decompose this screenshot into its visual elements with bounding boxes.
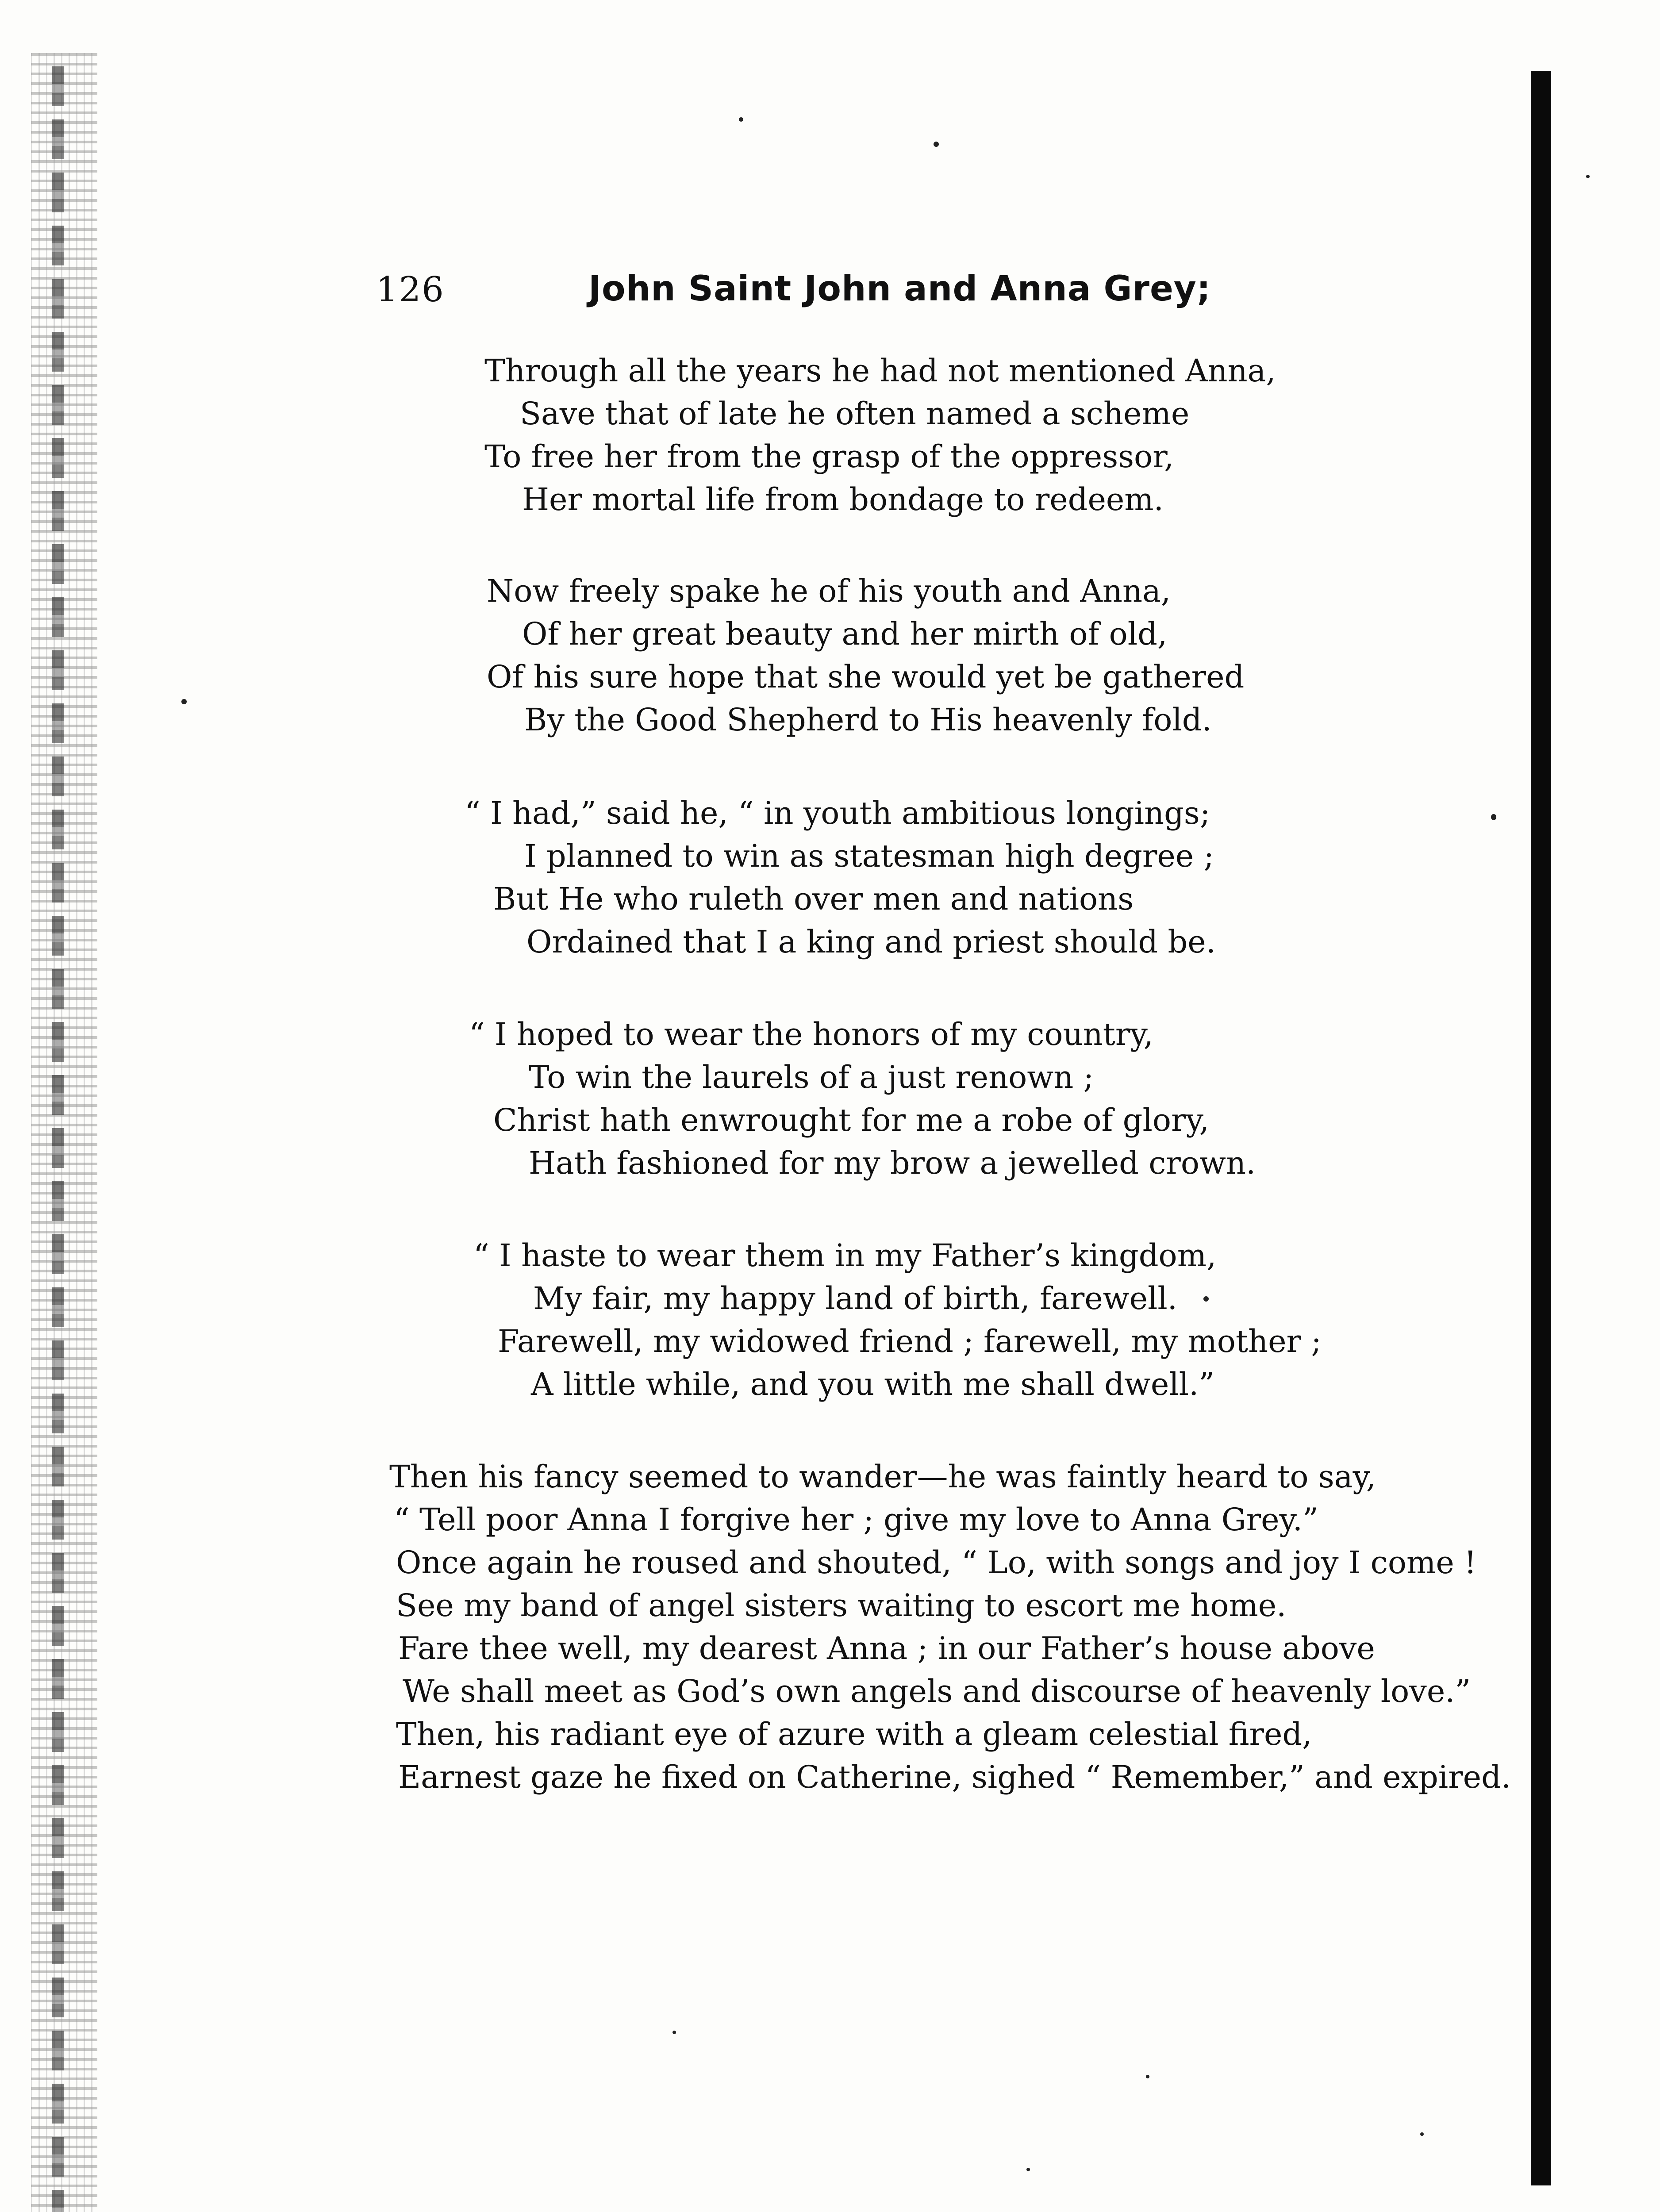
scan-speck <box>1203 1296 1209 1302</box>
scan-speck <box>1491 814 1496 820</box>
poem-line: Hath fashioned for my brow a jewelled crown. <box>529 1145 1256 1181</box>
poem-line: To win the laurels of a just renown ; <box>529 1059 1094 1095</box>
scan-speck <box>1420 2132 1424 2136</box>
poem-line: Once again he roused and shouted, “ Lo, with songs and joy I come ! <box>396 1544 1477 1581</box>
page-header <box>0 265 1660 327</box>
poem-line: Through all the years he had not mentioned Anna, <box>484 353 1276 389</box>
poem-line: “ Tell poor Anna I forgive her ; give my love to Anna Grey.” <box>394 1502 1318 1538</box>
running-title: John Saint John and Anna Grey; <box>588 269 1211 309</box>
poem-line: Fare thee well, my dearest Anna ; in our Father’s house above <box>398 1630 1375 1667</box>
poem-line: A little while, and you with me shall dwell.” <box>531 1366 1215 1402</box>
poem-line: Of her great beauty and her mirth of old, <box>522 616 1168 652</box>
poem-line: “ I hoped to wear the honors of my country, <box>469 1016 1153 1052</box>
poem-line: Farewell, my widowed friend ; farewell, my mother ; <box>498 1323 1322 1359</box>
poem-line: Ordained that I a king and priest should be. <box>526 924 1216 960</box>
scan-speck <box>739 117 743 122</box>
poem-line: Then his fancy seemed to wander—he was faintly heard to say, <box>389 1459 1376 1495</box>
scan-speck <box>181 699 187 704</box>
page-number: 126 <box>376 270 445 310</box>
poem-line: Now freely spake he of his youth and Anna, <box>487 573 1171 609</box>
scan-speck <box>1586 175 1590 178</box>
binding-edge-stitching <box>52 66 64 2212</box>
poem-line: We shall meet as God’s own angels and discourse of heavenly love.” <box>403 1673 1471 1709</box>
poem-line: Christ hath enwrought for me a robe of glory, <box>493 1102 1209 1138</box>
scan-speck <box>934 142 939 147</box>
poem-line: Her mortal life from bondage to redeem. <box>522 481 1164 518</box>
poem-line: Save that of late he often named a scheme <box>520 396 1190 432</box>
binding-edge-scan-noise <box>31 53 97 2212</box>
poem-line: “ I had,” said he, “ in youth ambitious longings; <box>465 795 1210 831</box>
page-edge-shadow <box>1531 71 1551 2185</box>
poem-line: But He who ruleth over men and nations <box>493 881 1134 917</box>
scan-speck <box>672 2031 676 2034</box>
poem-line: By the Good Shepherd to His heavenly fold. <box>524 702 1212 738</box>
poem-line: Then, his radiant eye of azure with a gleam celestial fired, <box>396 1716 1312 1752</box>
poem-line: I planned to win as statesman high degree ; <box>524 838 1214 874</box>
poem-line: See my band of angel sisters waiting to escort me home. <box>396 1587 1287 1624</box>
poem-line: Earnest gaze he fixed on Catherine, sighed “ Remember,” and expired. <box>398 1759 1511 1795</box>
scan-speck <box>1146 2075 1149 2078</box>
poem-line: To free her from the grasp of the oppressor, <box>484 438 1174 475</box>
scan-speck <box>1026 2168 1030 2171</box>
poem-line: Of his sure hope that she would yet be gathered <box>487 659 1245 695</box>
poem-line: “ I haste to wear them in my Father’s kingdom, <box>473 1237 1217 1274</box>
poem-line: My fair, my happy land of birth, farewell. <box>533 1280 1178 1317</box>
